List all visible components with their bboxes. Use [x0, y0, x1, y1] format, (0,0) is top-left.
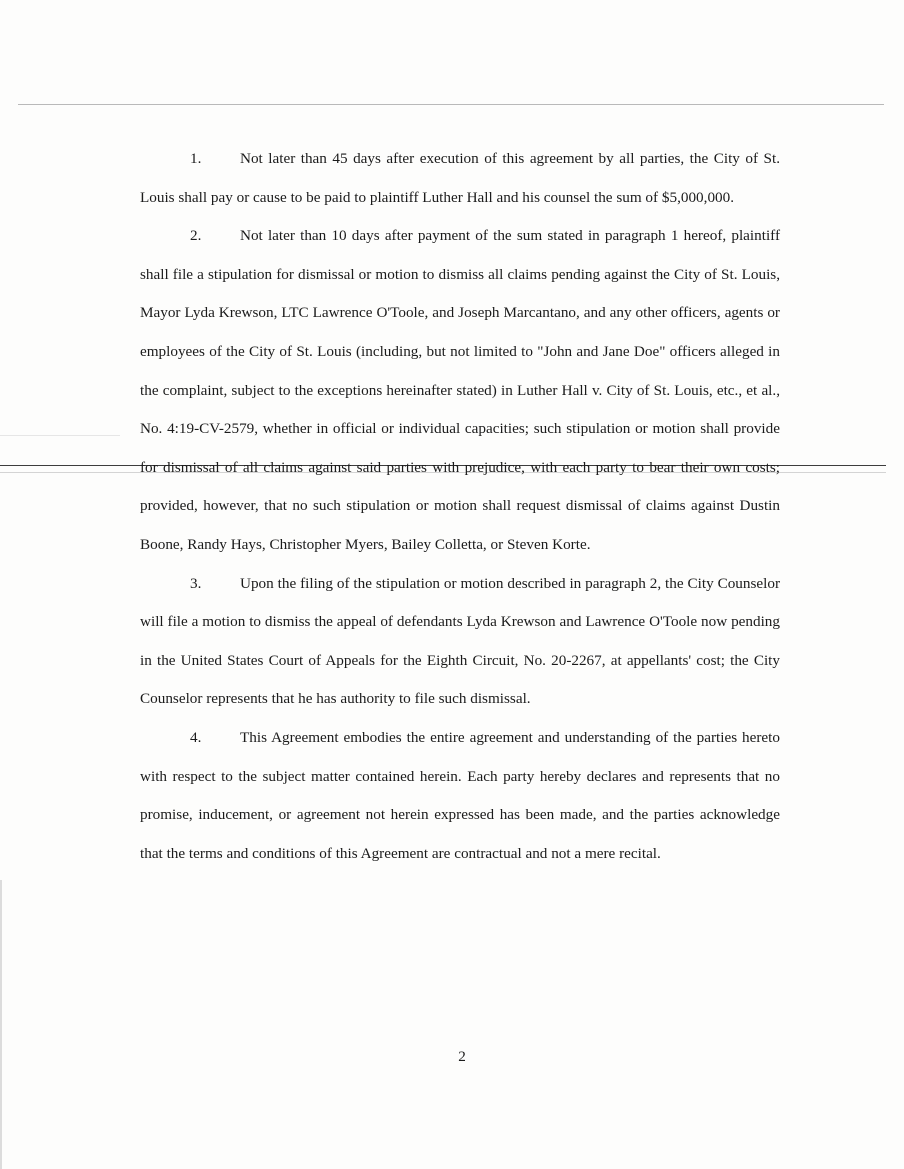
paragraph-number: 3. — [190, 574, 202, 592]
paragraph-1 — [140, 140, 780, 217]
paragraph-3 — [140, 565, 780, 719]
paragraph-number: 2. — [190, 227, 202, 245]
paragraph-text: Not later than 45 days after execution of this agreement by all parties, the City of St. Louis shall pay or cause to be paid to plaintiff Luther Hall and his counsel the sum of $5,000,000. — [140, 150, 780, 206]
paragraph-2 — [140, 217, 780, 564]
document-body — [140, 140, 780, 873]
paragraph-text: This Agreement embodies the entire agreement and understanding of the parties hereto with respect to the subject matter contained herein. Each party hereby declares and represents that no promise, inducement, or agreement not herein expressed has been made, and the parties acknowledge that the terms and conditions of this Agreement are contractual and not a mere recital. — [140, 728, 780, 862]
paragraph-number: 1. — [190, 150, 202, 167]
scan-artifact-line — [0, 435, 120, 436]
page-number: 2 — [458, 1048, 466, 1065]
scan-edge-shadow — [0, 880, 2, 1169]
paragraph-text: Upon the filing of the stipulation or motion described in paragraph 2, the City Counselor will file a motion to dismiss the appeal of defendants Lyda Krewson and Lawrence O'Toole now pending in the United States Court of Appeals for the Eighth Circuit, No. 20-2267, at appellants' cost; the City Counselor represents that he has authority to file such dismissal. — [140, 574, 780, 708]
paragraph-number: 4. — [190, 728, 202, 746]
scan-artifact-line — [18, 104, 884, 105]
paragraph-4 — [140, 719, 780, 873]
paragraph-text: Not later than 10 days after payment of the sum stated in paragraph 1 hereof, plaintiff shall file a stipulation for dismissal or motion to dismiss all claims pending against the City of St. Louis, Mayor Lyda Krewson, LTC Lawrence O'Toole, and Joseph Marcantano, and any other officers, agents or employees of the City of St. Louis (including, but not limited to "John and Jane Doe" officers alleged in the complaint, subject to the exceptions hereinafter stated) in Luther Hall v. City of St. Louis, etc., et al., No. 4:19-CV-2579, whether in official or individual capacities; such stipulation or motion shall provide for dismissal of all claims against said parties with prejudice, with each party to bear their own costs; provided, however, that no such stipulation or motion shall request dismissal of claims against Dustin Boone, Randy Hays, Christopher Myers, Bailey Colletta, or Steven Korte. — [140, 227, 780, 553]
